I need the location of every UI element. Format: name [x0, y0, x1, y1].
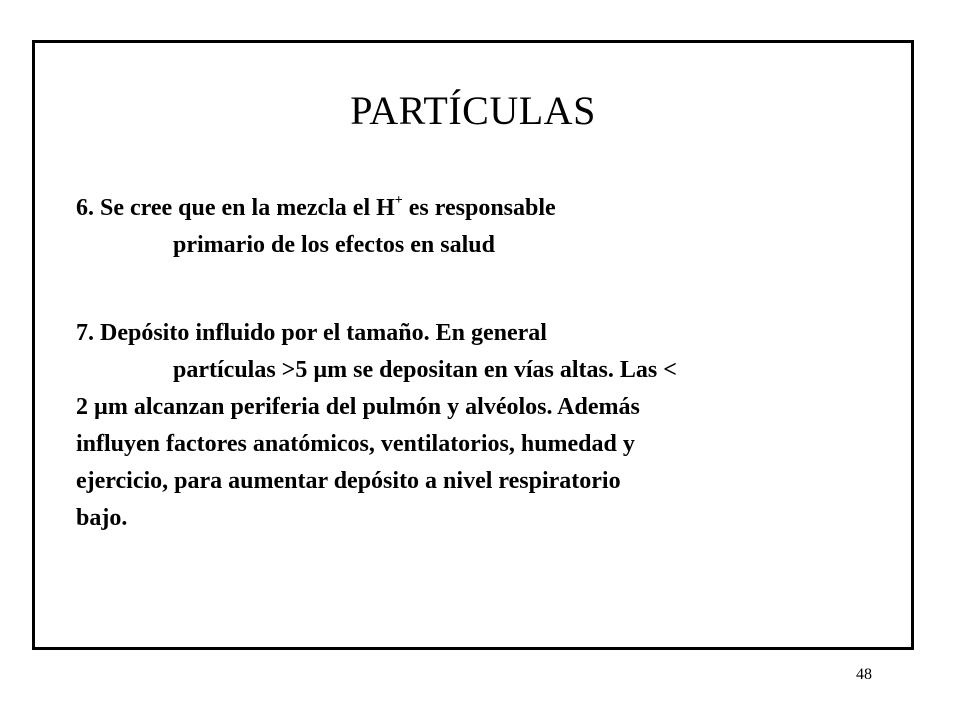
point-6-line-1-text: 6. Se cree que en la mezcla el H — [76, 195, 395, 221]
bullet-point-7 — [76, 315, 876, 537]
point-7-line-1: 7. Depósito influido por el tamaño. En general — [76, 320, 547, 346]
point-7-line-5: ejercicio, para aumentar depósito a nivel respiratorio — [76, 468, 621, 494]
point-6-line-1-tail: es responsable — [402, 195, 556, 221]
bullet-point-6 — [76, 190, 876, 264]
h-plus-superscript: + — [394, 193, 403, 208]
point-7-line-4: influyen factores anatómicos, ventilatorios, humedad y — [76, 431, 635, 457]
point-7-line-2: partículas >5 µm se depositan en vías altas. Las < — [173, 357, 677, 383]
page-number: 48 — [856, 666, 872, 683]
point-6-line-2: primario de los efectos en salud — [173, 232, 495, 258]
point-7-line-3: 2 µm alcanzan periferia del pulmón y alvéolos. Además — [76, 394, 640, 420]
slide-title: PARTÍCULAS — [350, 88, 596, 133]
point-7-line-6: bajo. — [76, 505, 128, 531]
point-6-line-1 — [76, 190, 876, 227]
slide-frame — [32, 40, 914, 650]
